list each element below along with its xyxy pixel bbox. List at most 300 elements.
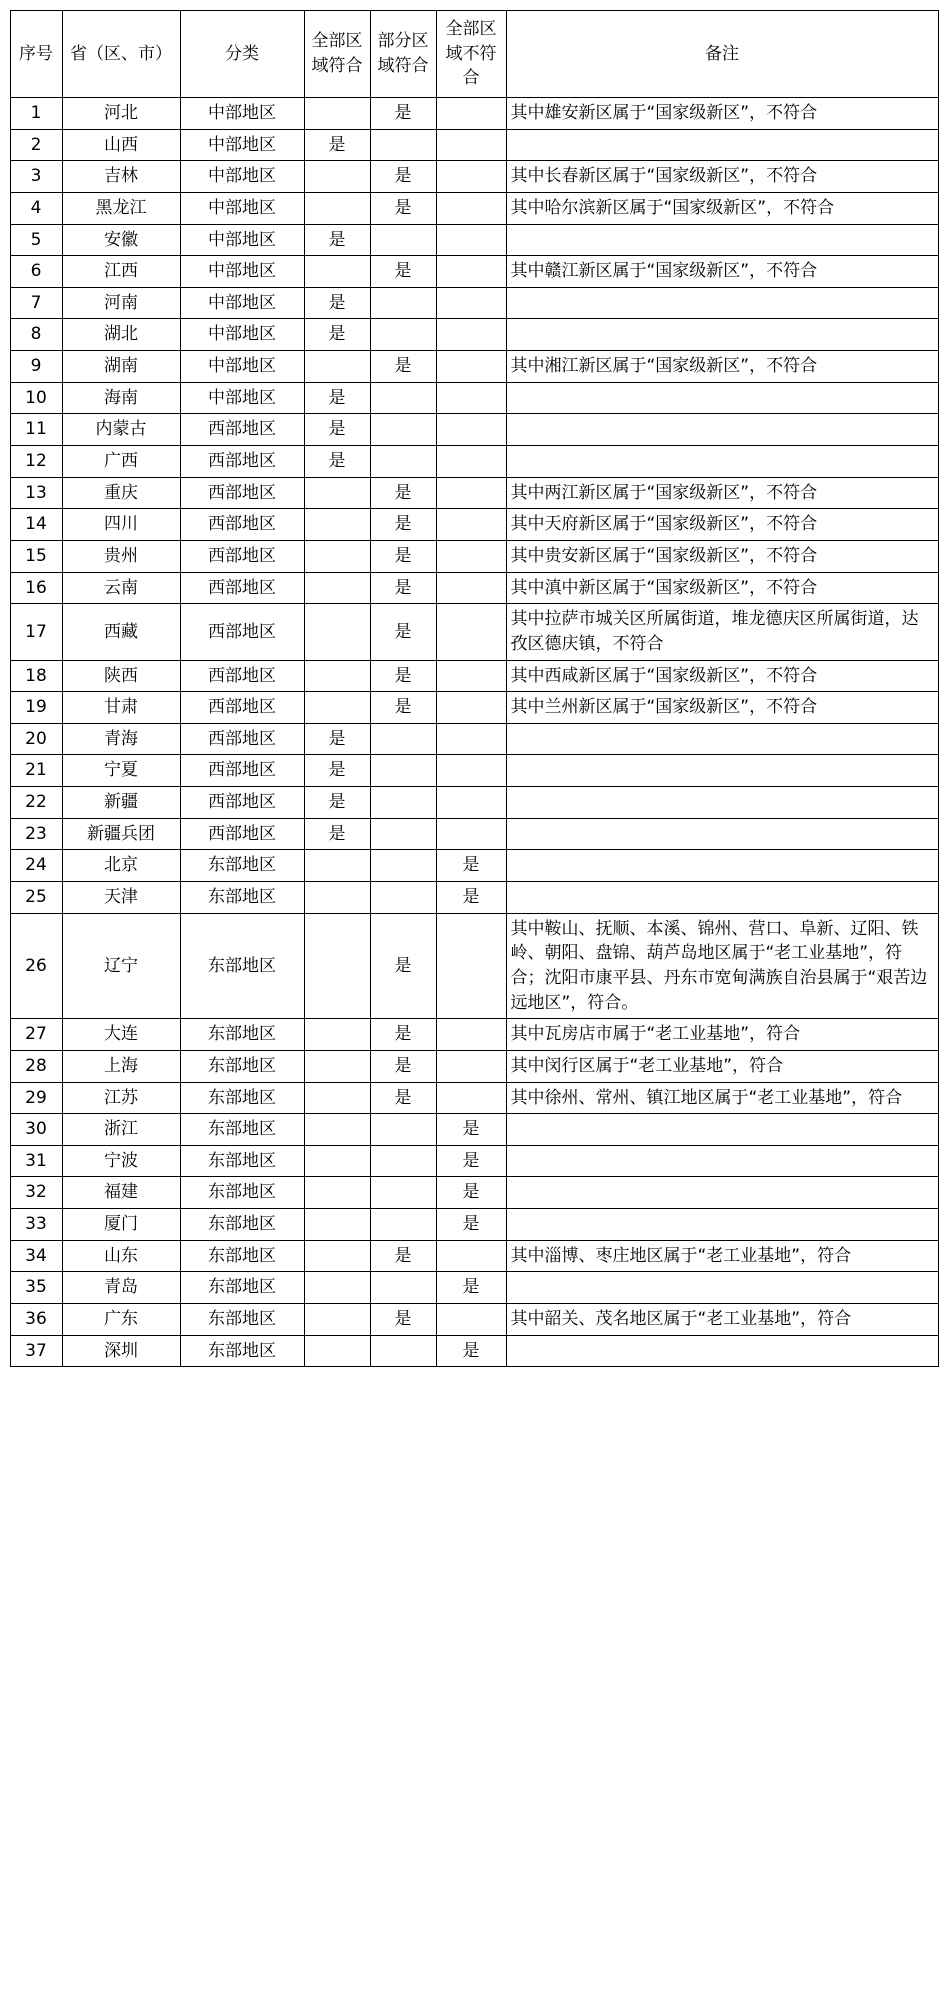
cell-none-match: 是: [436, 882, 506, 914]
cell-province: 浙江: [62, 1114, 180, 1146]
cell-all-match: [304, 98, 370, 130]
cell-index: 9: [10, 351, 62, 383]
cell-part-match: [370, 224, 436, 256]
table-row: [10, 1240, 938, 1272]
cell-index: 20: [10, 723, 62, 755]
cell-index: 31: [10, 1145, 62, 1177]
cell-province: 北京: [62, 850, 180, 882]
cell-all-match: [304, 692, 370, 724]
table-row: [10, 1050, 938, 1082]
cell-category: 中部地区: [180, 224, 304, 256]
cell-note: [506, 129, 938, 161]
cell-all-match: [304, 1082, 370, 1114]
cell-part-match: [370, 818, 436, 850]
cell-all-match: [304, 913, 370, 1019]
cell-part-match: 是: [370, 1303, 436, 1335]
cell-index: 24: [10, 850, 62, 882]
table-header: [10, 11, 938, 98]
cell-province: 上海: [62, 1050, 180, 1082]
cell-all-match: 是: [304, 287, 370, 319]
cell-category: 东部地区: [180, 1145, 304, 1177]
cell-all-match: [304, 161, 370, 193]
cell-category: 东部地区: [180, 913, 304, 1019]
header-province: 省（区、市）: [62, 11, 180, 98]
cell-province: 湖北: [62, 319, 180, 351]
cell-index: 10: [10, 382, 62, 414]
cell-category: 西部地区: [180, 509, 304, 541]
table-row: [10, 509, 938, 541]
table-row: [10, 1019, 938, 1051]
cell-index: 34: [10, 1240, 62, 1272]
cell-all-match: [304, 660, 370, 692]
cell-province: 安徽: [62, 224, 180, 256]
cell-category: 东部地区: [180, 882, 304, 914]
cell-part-match: [370, 446, 436, 478]
table-row: [10, 692, 938, 724]
cell-province: 海南: [62, 382, 180, 414]
cell-part-match: 是: [370, 1240, 436, 1272]
cell-index: 5: [10, 224, 62, 256]
header-row: [10, 11, 938, 98]
cell-category: 中部地区: [180, 382, 304, 414]
table-row: [10, 850, 938, 882]
table-row: [10, 192, 938, 224]
cell-category: 西部地区: [180, 604, 304, 660]
cell-part-match: [370, 319, 436, 351]
header-all-match: 全部区域符合: [304, 11, 370, 98]
cell-part-match: 是: [370, 572, 436, 604]
cell-part-match: 是: [370, 161, 436, 193]
cell-none-match: [436, 414, 506, 446]
cell-note: 其中鞍山、抚顺、本溪、锦州、营口、阜新、辽阳、铁岭、朝阳、盘锦、葫芦岛地区属于“老工业基地”，符合；沈阳市康平县、丹东市宽甸满族自治县属于“艰苦边远地区”，符合。: [506, 913, 938, 1019]
table-row: [10, 319, 938, 351]
table-row: [10, 1303, 938, 1335]
cell-category: 西部地区: [180, 572, 304, 604]
cell-none-match: [436, 509, 506, 541]
table-row: [10, 1335, 938, 1367]
cell-all-match: [304, 1272, 370, 1304]
cell-province: 西藏: [62, 604, 180, 660]
cell-category: 中部地区: [180, 287, 304, 319]
cell-note: [506, 1145, 938, 1177]
cell-all-match: 是: [304, 723, 370, 755]
cell-none-match: [436, 287, 506, 319]
cell-part-match: 是: [370, 477, 436, 509]
cell-note: [506, 1272, 938, 1304]
cell-none-match: 是: [436, 1335, 506, 1367]
cell-none-match: [436, 572, 506, 604]
cell-index: 22: [10, 787, 62, 819]
cell-all-match: [304, 256, 370, 288]
cell-province: 青岛: [62, 1272, 180, 1304]
cell-note: [506, 818, 938, 850]
cell-note: [506, 224, 938, 256]
table-row: [10, 660, 938, 692]
cell-index: 30: [10, 1114, 62, 1146]
table-row: [10, 1114, 938, 1146]
cell-note: 其中雄安新区属于“国家级新区”，不符合: [506, 98, 938, 130]
cell-part-match: [370, 1335, 436, 1367]
cell-all-match: 是: [304, 818, 370, 850]
cell-note: [506, 414, 938, 446]
cell-all-match: 是: [304, 129, 370, 161]
cell-none-match: [436, 446, 506, 478]
cell-note: [506, 850, 938, 882]
cell-category: 东部地区: [180, 1177, 304, 1209]
cell-part-match: 是: [370, 351, 436, 383]
cell-all-match: 是: [304, 446, 370, 478]
cell-note: 其中徐州、常州、镇江地区属于“老工业基地”，符合: [506, 1082, 938, 1114]
cell-all-match: [304, 192, 370, 224]
cell-province: 山西: [62, 129, 180, 161]
cell-note: 其中瓦房店市属于“老工业基地”，符合: [506, 1019, 938, 1051]
cell-province: 新疆兵团: [62, 818, 180, 850]
cell-province: 重庆: [62, 477, 180, 509]
cell-province: 山东: [62, 1240, 180, 1272]
table-row: [10, 1272, 938, 1304]
cell-part-match: 是: [370, 660, 436, 692]
cell-note: 其中拉萨市城关区所属街道，堆龙德庆区所属街道，达孜区德庆镇，不符合: [506, 604, 938, 660]
cell-all-match: 是: [304, 224, 370, 256]
cell-index: 4: [10, 192, 62, 224]
cell-note: 其中赣江新区属于“国家级新区”，不符合: [506, 256, 938, 288]
cell-part-match: [370, 755, 436, 787]
cell-all-match: [304, 540, 370, 572]
cell-category: 中部地区: [180, 192, 304, 224]
cell-category: 东部地区: [180, 1050, 304, 1082]
cell-index: 7: [10, 287, 62, 319]
cell-all-match: [304, 1019, 370, 1051]
cell-part-match: 是: [370, 692, 436, 724]
cell-province: 贵州: [62, 540, 180, 572]
cell-note: [506, 1335, 938, 1367]
cell-note: [506, 1177, 938, 1209]
cell-all-match: [304, 509, 370, 541]
cell-none-match: 是: [436, 850, 506, 882]
cell-index: 29: [10, 1082, 62, 1114]
cell-index: 2: [10, 129, 62, 161]
cell-none-match: [436, 604, 506, 660]
cell-index: 8: [10, 319, 62, 351]
cell-province: 云南: [62, 572, 180, 604]
cell-category: 中部地区: [180, 256, 304, 288]
cell-category: 西部地区: [180, 414, 304, 446]
cell-part-match: [370, 787, 436, 819]
cell-part-match: [370, 850, 436, 882]
cell-none-match: 是: [436, 1272, 506, 1304]
cell-all-match: [304, 1177, 370, 1209]
cell-province: 江西: [62, 256, 180, 288]
cell-none-match: [436, 755, 506, 787]
cell-none-match: [436, 1303, 506, 1335]
cell-category: 西部地区: [180, 755, 304, 787]
cell-none-match: [436, 98, 506, 130]
cell-part-match: [370, 414, 436, 446]
cell-category: 中部地区: [180, 161, 304, 193]
cell-category: 东部地区: [180, 1019, 304, 1051]
cell-index: 35: [10, 1272, 62, 1304]
header-part-match: 部分区域符合: [370, 11, 436, 98]
cell-province: 湖南: [62, 351, 180, 383]
cell-category: 西部地区: [180, 723, 304, 755]
cell-all-match: 是: [304, 787, 370, 819]
cell-index: 25: [10, 882, 62, 914]
cell-category: 中部地区: [180, 351, 304, 383]
cell-none-match: 是: [436, 1114, 506, 1146]
cell-province: 河南: [62, 287, 180, 319]
cell-index: 27: [10, 1019, 62, 1051]
cell-province: 甘肃: [62, 692, 180, 724]
cell-note: [506, 319, 938, 351]
cell-all-match: [304, 1335, 370, 1367]
cell-index: 28: [10, 1050, 62, 1082]
cell-part-match: 是: [370, 509, 436, 541]
cell-part-match: [370, 1177, 436, 1209]
table-row: [10, 818, 938, 850]
cell-part-match: [370, 1145, 436, 1177]
cell-all-match: [304, 882, 370, 914]
cell-all-match: [304, 1145, 370, 1177]
table-row: [10, 540, 938, 572]
cell-category: 西部地区: [180, 692, 304, 724]
cell-index: 26: [10, 913, 62, 1019]
cell-all-match: 是: [304, 755, 370, 787]
cell-part-match: [370, 1272, 436, 1304]
cell-part-match: [370, 1114, 436, 1146]
table-row: [10, 351, 938, 383]
cell-part-match: [370, 1209, 436, 1241]
cell-all-match: [304, 477, 370, 509]
cell-none-match: [436, 256, 506, 288]
header-none-match: 全部区域不符合: [436, 11, 506, 98]
header-note: 备注: [506, 11, 938, 98]
cell-note: [506, 882, 938, 914]
cell-index: 32: [10, 1177, 62, 1209]
cell-note: 其中天府新区属于“国家级新区”，不符合: [506, 509, 938, 541]
cell-province: 深圳: [62, 1335, 180, 1367]
header-category: 分类: [180, 11, 304, 98]
cell-none-match: [436, 351, 506, 383]
cell-category: 西部地区: [180, 818, 304, 850]
table-row: [10, 604, 938, 660]
table-row: [10, 382, 938, 414]
cell-part-match: 是: [370, 1082, 436, 1114]
cell-none-match: [436, 660, 506, 692]
cell-index: 21: [10, 755, 62, 787]
cell-note: [506, 287, 938, 319]
cell-category: 中部地区: [180, 98, 304, 130]
table-row: [10, 477, 938, 509]
cell-none-match: 是: [436, 1209, 506, 1241]
cell-none-match: [436, 818, 506, 850]
cell-none-match: [436, 161, 506, 193]
cell-category: 西部地区: [180, 787, 304, 819]
cell-all-match: [304, 572, 370, 604]
cell-category: 东部地区: [180, 1240, 304, 1272]
cell-note: [506, 1114, 938, 1146]
cell-province: 吉林: [62, 161, 180, 193]
cell-category: 东部地区: [180, 1209, 304, 1241]
table-row: [10, 1209, 938, 1241]
cell-part-match: 是: [370, 604, 436, 660]
cell-none-match: [436, 1240, 506, 1272]
table-row: [10, 161, 938, 193]
cell-province: 宁夏: [62, 755, 180, 787]
cell-category: 西部地区: [180, 540, 304, 572]
cell-index: 1: [10, 98, 62, 130]
cell-all-match: [304, 1240, 370, 1272]
cell-all-match: [304, 351, 370, 383]
cell-index: 17: [10, 604, 62, 660]
table-row: [10, 882, 938, 914]
cell-part-match: 是: [370, 256, 436, 288]
cell-note: 其中淄博、枣庄地区属于“老工业基地”，符合: [506, 1240, 938, 1272]
cell-category: 东部地区: [180, 1303, 304, 1335]
cell-index: 14: [10, 509, 62, 541]
cell-category: 东部地区: [180, 1272, 304, 1304]
cell-province: 天津: [62, 882, 180, 914]
cell-part-match: 是: [370, 913, 436, 1019]
cell-province: 新疆: [62, 787, 180, 819]
cell-index: 23: [10, 818, 62, 850]
cell-none-match: 是: [436, 1145, 506, 1177]
table-row: [10, 224, 938, 256]
region-compliance-table: [10, 10, 939, 1367]
cell-note: 其中哈尔滨新区属于“国家级新区”，不符合: [506, 192, 938, 224]
table-row: [10, 787, 938, 819]
cell-category: 东部地区: [180, 1082, 304, 1114]
cell-index: 12: [10, 446, 62, 478]
table-row: [10, 1145, 938, 1177]
cell-note: 其中韶关、茂名地区属于“老工业基地”，符合: [506, 1303, 938, 1335]
cell-note: 其中贵安新区属于“国家级新区”，不符合: [506, 540, 938, 572]
cell-part-match: 是: [370, 98, 436, 130]
cell-part-match: 是: [370, 192, 436, 224]
cell-province: 河北: [62, 98, 180, 130]
cell-all-match: [304, 604, 370, 660]
cell-province: 黑龙江: [62, 192, 180, 224]
cell-note: [506, 1209, 938, 1241]
cell-category: 西部地区: [180, 446, 304, 478]
cell-category: 东部地区: [180, 850, 304, 882]
cell-none-match: [436, 477, 506, 509]
table-row: [10, 287, 938, 319]
cell-none-match: 是: [436, 1177, 506, 1209]
table-row: [10, 256, 938, 288]
cell-province: 福建: [62, 1177, 180, 1209]
table-body: [10, 98, 938, 1367]
header-index: 序号: [10, 11, 62, 98]
cell-index: 19: [10, 692, 62, 724]
cell-note: [506, 787, 938, 819]
cell-note: [506, 446, 938, 478]
cell-none-match: [436, 787, 506, 819]
cell-note: 其中滇中新区属于“国家级新区”，不符合: [506, 572, 938, 604]
table-row: [10, 414, 938, 446]
cell-none-match: [436, 129, 506, 161]
table-row: [10, 1177, 938, 1209]
cell-part-match: 是: [370, 540, 436, 572]
cell-category: 东部地区: [180, 1114, 304, 1146]
cell-none-match: [436, 913, 506, 1019]
cell-all-match: [304, 1050, 370, 1082]
cell-province: 广东: [62, 1303, 180, 1335]
cell-note: 其中长春新区属于“国家级新区”，不符合: [506, 161, 938, 193]
cell-part-match: [370, 723, 436, 755]
cell-note: [506, 723, 938, 755]
cell-all-match: 是: [304, 382, 370, 414]
table-row: [10, 572, 938, 604]
table-row: [10, 1082, 938, 1114]
cell-none-match: [436, 192, 506, 224]
cell-index: 36: [10, 1303, 62, 1335]
cell-category: 中部地区: [180, 129, 304, 161]
table-row: [10, 913, 938, 1019]
cell-none-match: [436, 1050, 506, 1082]
cell-index: 11: [10, 414, 62, 446]
cell-category: 西部地区: [180, 660, 304, 692]
table-row: [10, 755, 938, 787]
cell-category: 西部地区: [180, 477, 304, 509]
cell-part-match: 是: [370, 1050, 436, 1082]
cell-note: 其中两江新区属于“国家级新区”，不符合: [506, 477, 938, 509]
cell-province: 江苏: [62, 1082, 180, 1114]
cell-province: 广西: [62, 446, 180, 478]
cell-note: 其中湘江新区属于“国家级新区”，不符合: [506, 351, 938, 383]
cell-index: 33: [10, 1209, 62, 1241]
cell-none-match: [436, 319, 506, 351]
cell-province: 宁波: [62, 1145, 180, 1177]
cell-all-match: [304, 850, 370, 882]
cell-part-match: [370, 129, 436, 161]
cell-index: 15: [10, 540, 62, 572]
cell-note: [506, 755, 938, 787]
cell-province: 辽宁: [62, 913, 180, 1019]
table-row: [10, 446, 938, 478]
cell-index: 16: [10, 572, 62, 604]
cell-none-match: [436, 723, 506, 755]
cell-part-match: [370, 287, 436, 319]
cell-none-match: [436, 1019, 506, 1051]
cell-province: 内蒙古: [62, 414, 180, 446]
cell-province: 厦门: [62, 1209, 180, 1241]
cell-all-match: [304, 1209, 370, 1241]
cell-index: 18: [10, 660, 62, 692]
cell-note: 其中兰州新区属于“国家级新区”，不符合: [506, 692, 938, 724]
cell-note: 其中西咸新区属于“国家级新区”，不符合: [506, 660, 938, 692]
cell-province: 青海: [62, 723, 180, 755]
cell-all-match: 是: [304, 414, 370, 446]
table-row: [10, 98, 938, 130]
cell-part-match: 是: [370, 1019, 436, 1051]
cell-index: 37: [10, 1335, 62, 1367]
cell-category: 东部地区: [180, 1335, 304, 1367]
cell-category: 中部地区: [180, 319, 304, 351]
cell-none-match: [436, 224, 506, 256]
table-row: [10, 129, 938, 161]
cell-all-match: 是: [304, 319, 370, 351]
cell-part-match: [370, 882, 436, 914]
cell-note: 其中闵行区属于“老工业基地”，符合: [506, 1050, 938, 1082]
cell-index: 13: [10, 477, 62, 509]
cell-all-match: [304, 1114, 370, 1146]
cell-all-match: [304, 1303, 370, 1335]
cell-none-match: [436, 692, 506, 724]
table-row: [10, 723, 938, 755]
cell-none-match: [436, 382, 506, 414]
cell-province: 大连: [62, 1019, 180, 1051]
cell-part-match: [370, 382, 436, 414]
